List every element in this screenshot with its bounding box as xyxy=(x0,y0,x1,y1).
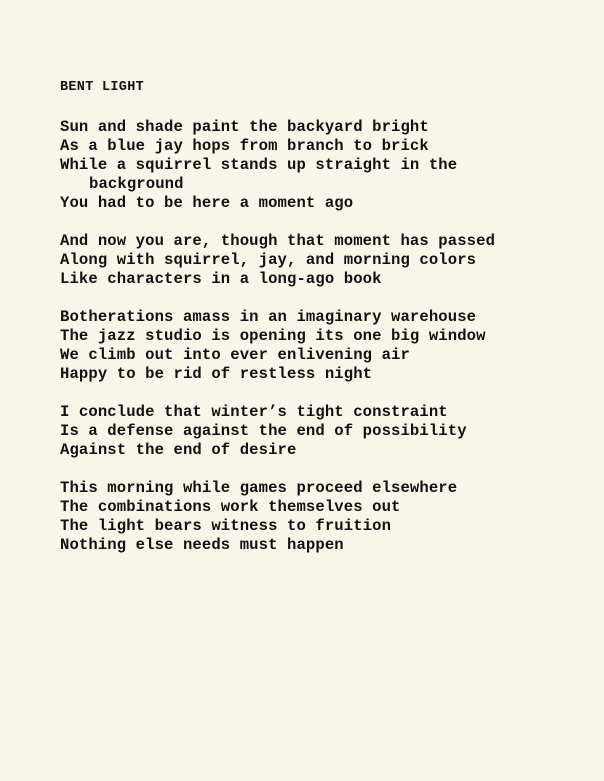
stanza-5 xyxy=(60,479,580,555)
stanza-4 xyxy=(60,403,580,460)
poem xyxy=(60,78,580,555)
poem-line: Is a defense against the end of possibility xyxy=(60,422,467,440)
poem-line-continuation: background xyxy=(89,175,184,193)
title-spacer xyxy=(60,97,580,118)
stanza-3 xyxy=(60,308,580,384)
poem-line: Happy to be rid of restless night xyxy=(60,365,373,383)
poem-line: You had to be here a moment ago xyxy=(60,194,354,212)
poem-line: Like characters in a long-ago book xyxy=(60,270,382,288)
poem-line: Nothing else needs must happen xyxy=(60,536,344,554)
poem-line: Sun and shade paint the backyard bright xyxy=(60,118,429,136)
poem-line: I conclude that winter’s tight constraint xyxy=(60,403,448,421)
stanza-2 xyxy=(60,232,580,289)
poem-line: As a blue jay hops from branch to brick xyxy=(60,137,429,155)
poem-line: The light bears witness to fruition xyxy=(60,517,392,535)
poem-line: And now you are, though that moment has passed xyxy=(60,232,496,250)
poem-line: The jazz studio is opening its one big window xyxy=(60,327,486,345)
poem-line: Botherations amass in an imaginary warehouse xyxy=(60,308,477,326)
stanza-1 xyxy=(60,118,580,213)
poem-line: We climb out into ever enlivening air xyxy=(60,346,410,364)
poem-line: Against the end of desire xyxy=(60,441,297,459)
poem-title: BENT LIGHT xyxy=(60,80,145,95)
poem-line: The combinations work themselves out xyxy=(60,498,401,516)
poem-line: Along with squirrel, jay, and morning colors xyxy=(60,251,477,269)
poem-line: While a squirrel stands up straight in the xyxy=(60,156,458,174)
poem-line: This morning while games proceed elsewhere xyxy=(60,479,458,497)
